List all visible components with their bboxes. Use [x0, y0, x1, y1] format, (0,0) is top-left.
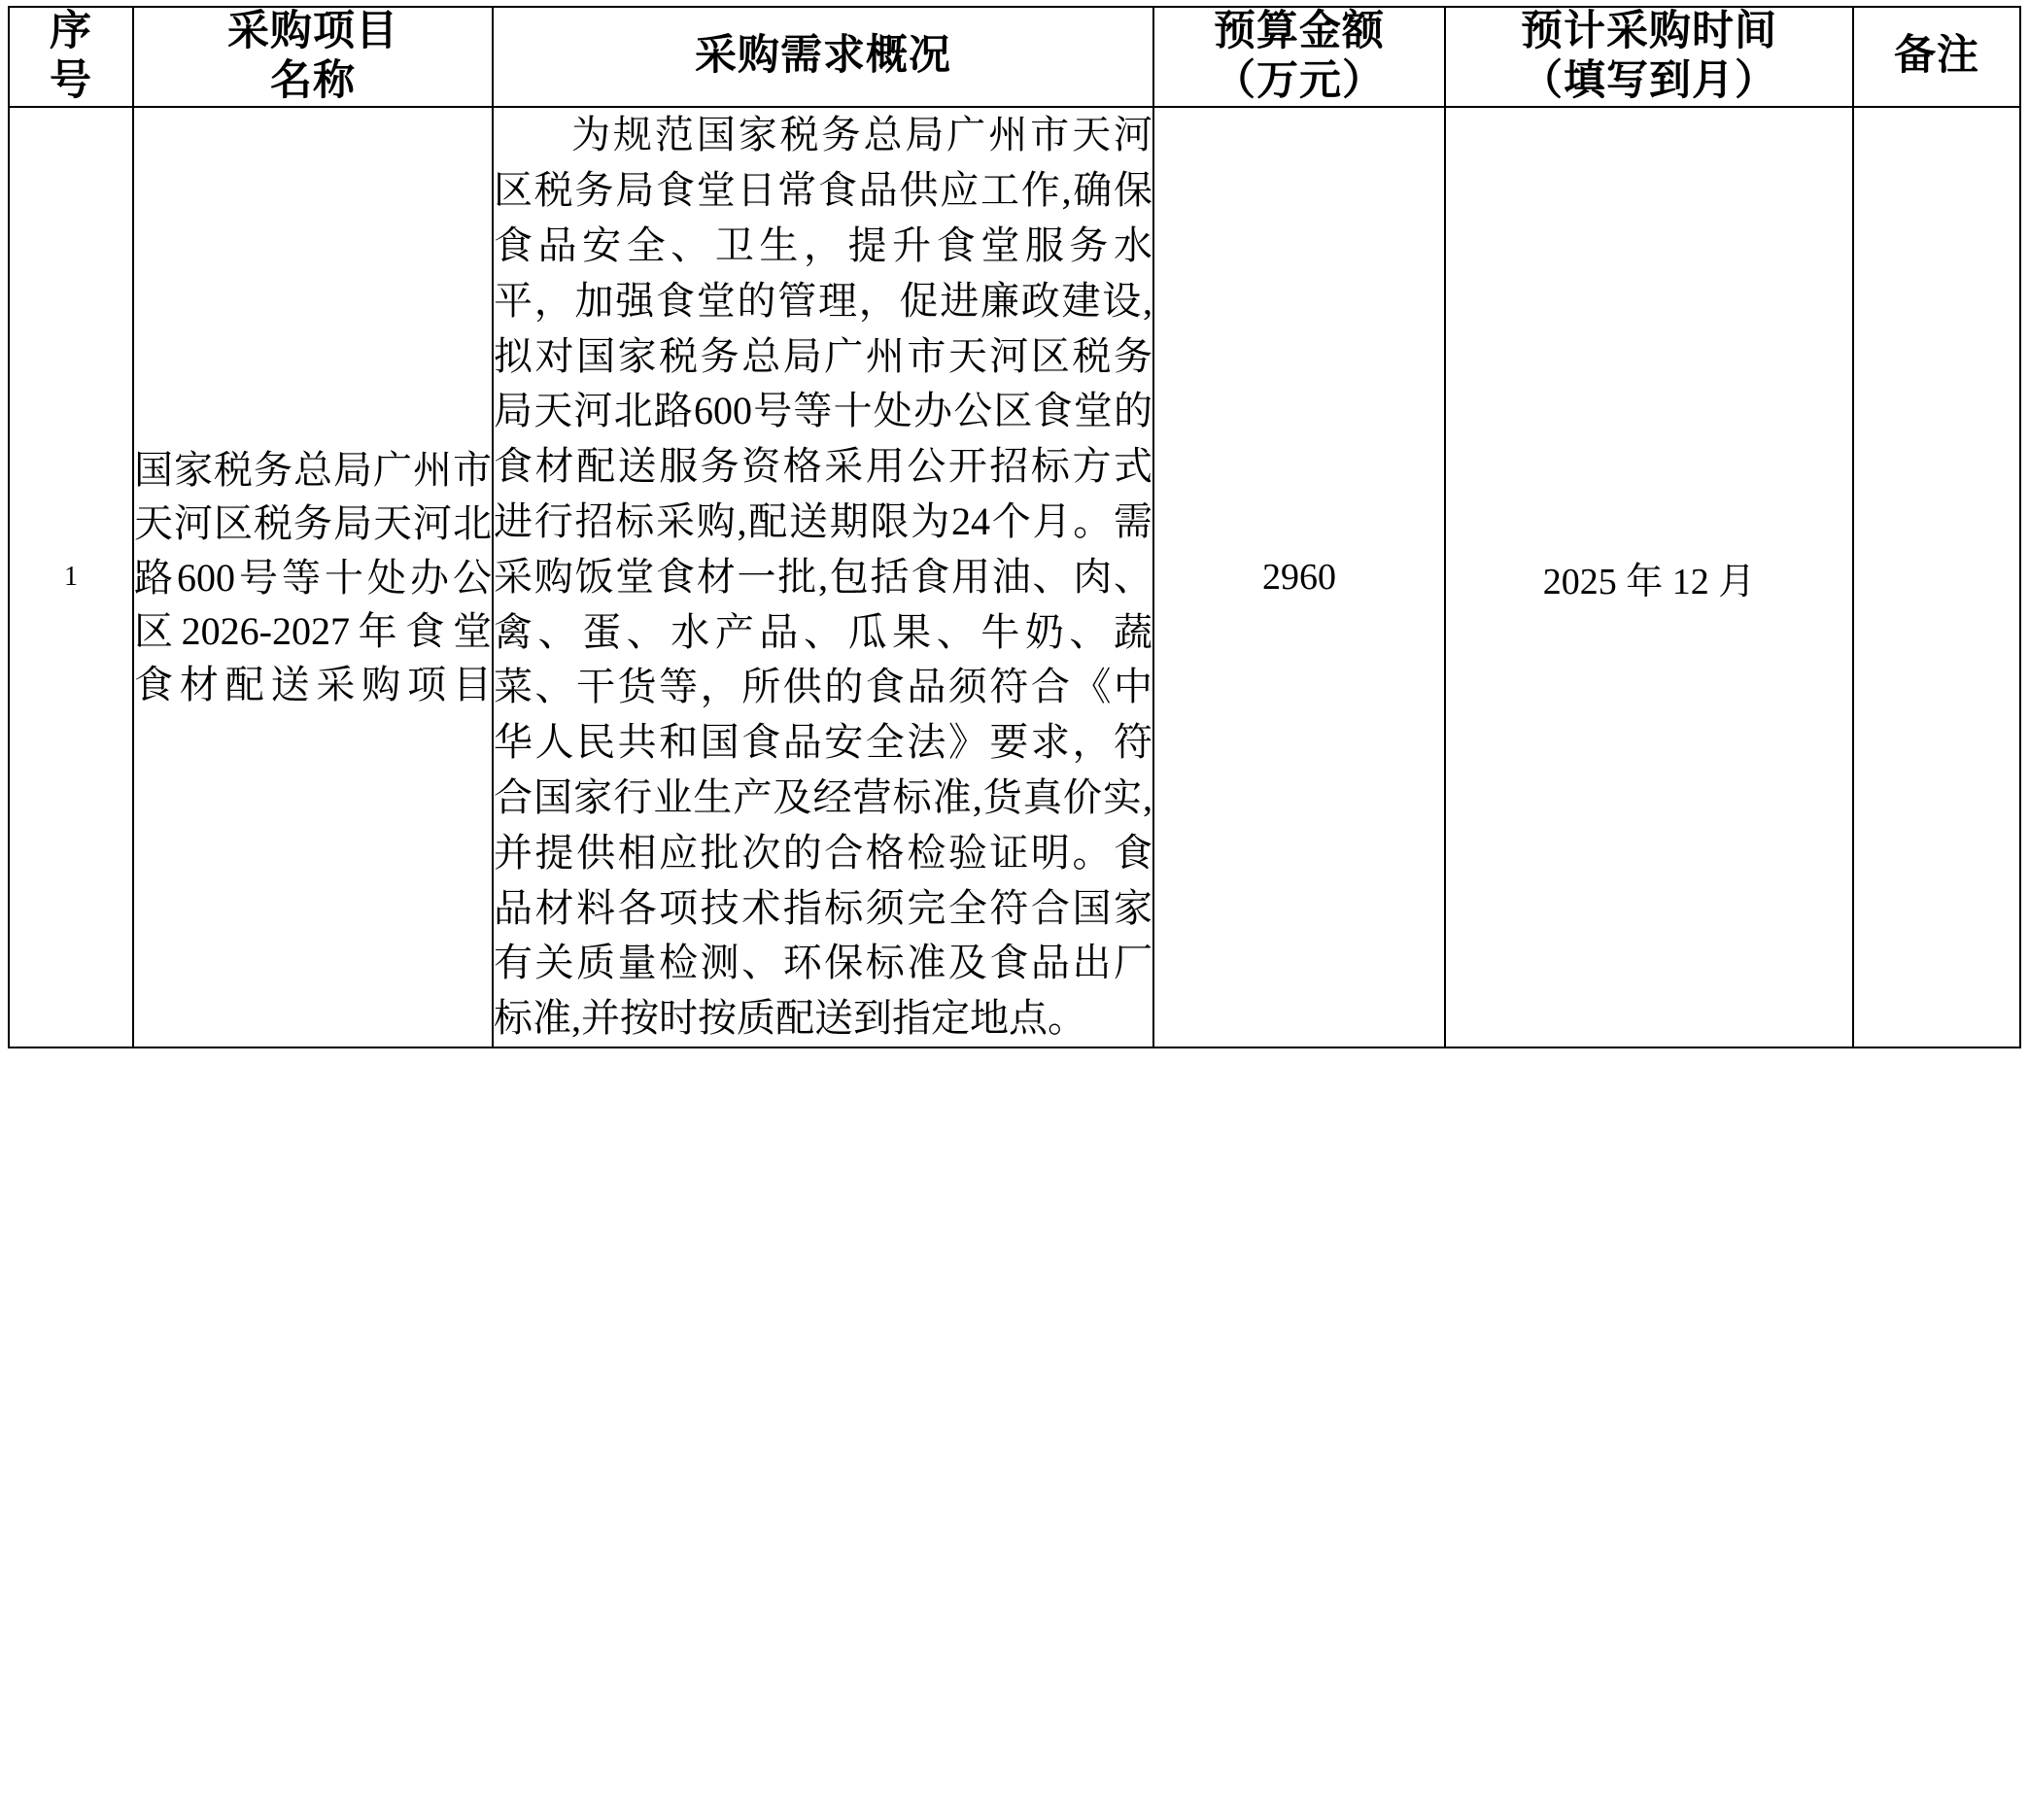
header-planned-time-line-1: 预计采购时间 — [1521, 9, 1777, 54]
header-project-name-line-1: 采购项目 — [227, 9, 398, 54]
cell-planned-time: 2025 年 12 月 — [1445, 107, 1853, 1047]
procurement-plan-table — [8, 6, 2021, 1048]
header-planned-time-line-2: （填写到月） — [1521, 57, 1777, 104]
header-seq-line-2: 号 — [50, 57, 92, 104]
header-cell-remark — [1853, 7, 2020, 107]
header-requirement-summary-line-1: 采购需求概况 — [695, 33, 951, 80]
table-header-row — [9, 7, 2020, 107]
header-cell-seq — [9, 7, 133, 107]
cell-budget: 2960 — [1153, 107, 1445, 1047]
header-budget-line-1: 预算金额 — [1214, 9, 1385, 54]
cell-remark — [1853, 107, 2020, 1047]
header-cell-planned-time — [1445, 7, 1853, 107]
header-seq-line-1: 序 — [50, 9, 92, 54]
cell-seq: 1 — [9, 107, 133, 1047]
table-row — [9, 107, 2020, 1047]
header-cell-requirement-summary — [493, 7, 1153, 107]
header-cell-project-name — [133, 7, 493, 107]
header-cell-budget — [1153, 7, 1445, 107]
cell-requirement-summary: 为规范国家税务总局广州市天河区税务局食堂日常食品供应工作,确保食品安全、卫生，提升食堂服务水平，加强食堂的管理，促进廉政建设,拟对国家税务总局广州市天河区税务局天河北路600号等十处办公区食堂的食材配送服务资格采用公开招标方式进行招标采购,配送期限为24个月。需采购饭堂食材一批,包括食用油、肉、禽、蛋、水产品、瓜果、牛奶、蔬菜、干货等，所供的食品须符合《中华人民共和国食品安全法》要求，符合国家行业生产及经营标准,货真价实,并提供相应批次的合格检验证明。食品材料各项技术指标须完全符合国家有关质量检测、环保标准及食品出厂标准,并按时按质配送到指定地点。 — [493, 107, 1153, 1047]
header-remark-line-1: 备注 — [1894, 33, 1979, 80]
header-project-name-line-2: 名称 — [270, 57, 356, 104]
cell-project-name: 国家税务总局广州市天河区税务局天河北路600号等十处办公区2026-2027年食堂食材配送采购项目 — [133, 107, 493, 1047]
header-budget-line-2: （万元） — [1214, 57, 1385, 104]
